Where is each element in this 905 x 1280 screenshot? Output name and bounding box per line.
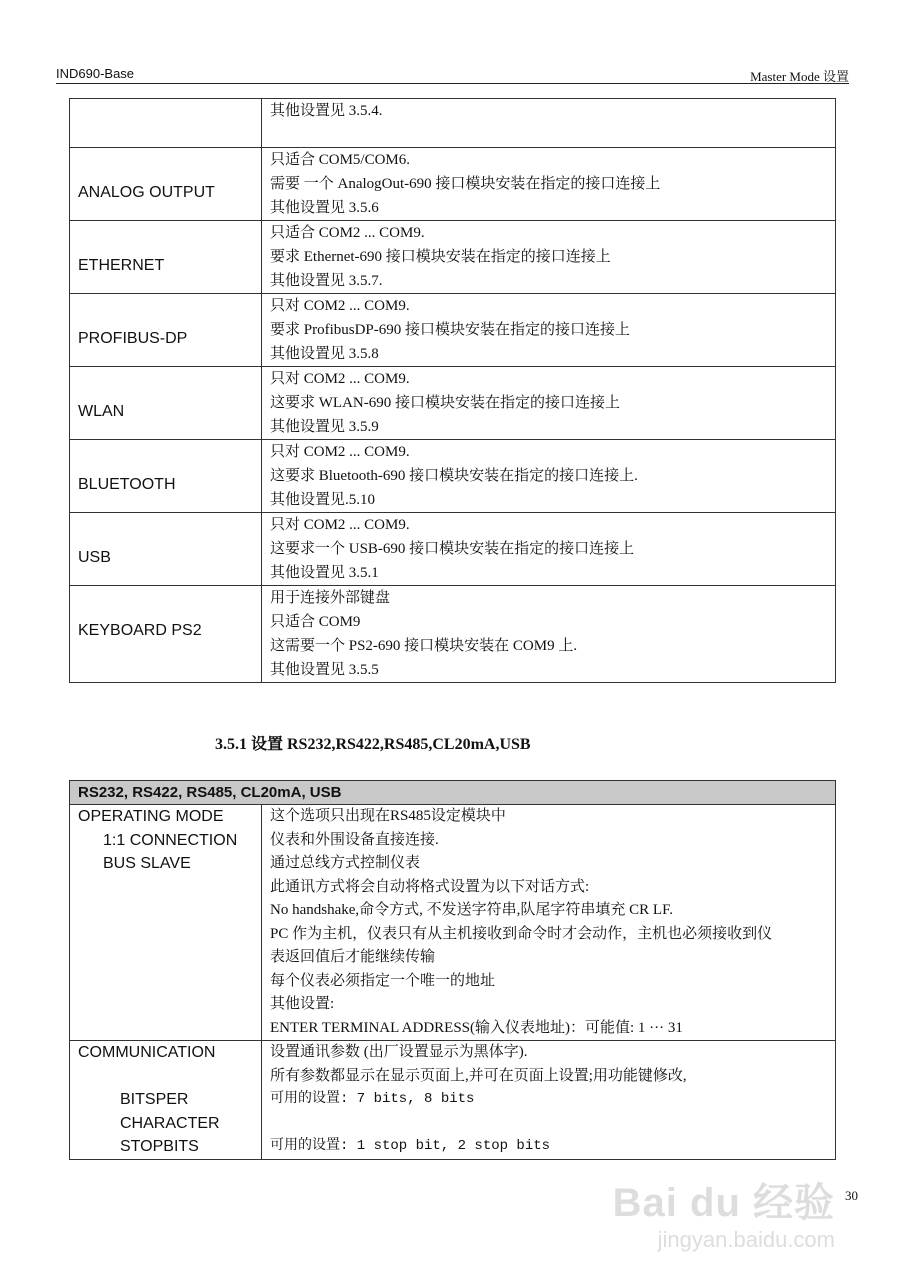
interface-name: KEYBOARD PS2: [70, 586, 262, 683]
header-left: IND690-Base: [56, 66, 135, 81]
interface-description: [262, 148, 836, 221]
desc-line: 只适合 COM9: [270, 614, 361, 630]
table-row: [70, 513, 836, 586]
interface-name: ANALOG OUTPUT: [70, 148, 262, 221]
desc-line: 仪表和外围设备直接连接.: [270, 831, 439, 848]
desc-line: ENTER TERMINAL ADDRESS(输入仪表地址)：可能值: 1 ··· 31: [270, 1019, 683, 1036]
watermark-url: jingyan.baidu.com: [657, 1227, 835, 1252]
section-title: 3.5.1 设置 RS232,RS422,RS485,CL20mA,USB: [215, 736, 531, 753]
desc-line: 设置通讯参数 (出厂设置显示为黑体字).: [270, 1044, 528, 1060]
desc-line: No handshake,命令方式, 不发送字符串,队尾字符串填充 CR LF.: [270, 902, 673, 918]
header-right: Master Mode 设置: [750, 69, 849, 84]
desc-line: 这需要一个 PS2-690 接口模块安装在 COM9 上.: [270, 638, 578, 654]
table-row: [70, 586, 836, 683]
table-header: RS232, RS422, RS485, CL20mA, USB: [70, 781, 836, 805]
desc-line: 这要求 Bluetooth-690 接口模块安装在指定的接口连接上.: [270, 468, 638, 484]
interface-description: [262, 367, 836, 440]
interface-description: [262, 99, 836, 148]
desc-line: [270, 1112, 827, 1136]
interface-name: WLAN: [70, 367, 262, 440]
operating-description: [262, 805, 836, 1041]
desc-line: 其他设置见 3.5.6: [270, 200, 379, 216]
desc-line: 其他设置见 3.5.1: [270, 565, 379, 581]
desc-line: 用于连接外部键盘: [270, 590, 391, 606]
baidu-watermark: [560, 1180, 835, 1254]
key-label: BUS SLAVE: [103, 855, 191, 872]
interface-name: ETHERNET: [70, 221, 262, 294]
interface-name: USB: [70, 513, 262, 586]
desc-line: 需要 一个 AnalogOut-690 接口模块安装在指定的接口连接上: [270, 176, 661, 192]
desc-line: 表返回值后才能继续传输: [270, 949, 436, 965]
desc-line: 可用的设置: 7 bits, 8 bits: [270, 1091, 475, 1107]
interface-name: BLUETOOTH: [70, 440, 262, 513]
desc-line: 只对 COM2 ... COM9.: [270, 371, 410, 387]
desc-line: 其他设置见 3.5.8: [270, 346, 379, 362]
key-label: 1:1 CONNECTION: [103, 831, 238, 849]
desc-line: 其他设置见 3.5.5: [270, 662, 379, 678]
interface-table: [69, 98, 836, 683]
desc-line: 只适合 COM5/COM6.: [270, 152, 411, 168]
interface-description: [262, 586, 836, 683]
table-row: [70, 294, 836, 367]
table-row: [70, 99, 836, 148]
rs-settings-table: [69, 780, 836, 1160]
desc-line: 这个选项只出现在RS485设定模块中: [270, 808, 506, 824]
desc-line: 要求 ProfibusDP-690 接口模块安装在指定的接口连接上: [270, 322, 631, 338]
key-label: COMMUNICATION: [78, 1044, 216, 1061]
desc-line: 此通讯方式将会自动将格式设置为以下对话方式:: [270, 878, 590, 895]
desc-line: PC 作为主机，仪表只有从主机接收到命令时才会动作，主机也必须接收到仪: [270, 925, 773, 942]
desc-line: 其他设置见 3.5.4.: [270, 103, 383, 119]
interface-description: [262, 294, 836, 367]
page-number: 30: [845, 1188, 858, 1203]
page-header: [56, 64, 849, 84]
interface-description: [262, 513, 836, 586]
desc-line: 其他设置:: [270, 996, 335, 1012]
desc-line: 要求 Ethernet-690 接口模块安装在指定的接口连接上: [270, 249, 611, 265]
desc-line: 只对 COM2 ... COM9.: [270, 444, 410, 460]
desc-line: 其他设置见 3.5.7.: [270, 273, 383, 289]
table-row: [70, 221, 836, 294]
desc-line: 只对 COM2 ... COM9.: [270, 517, 410, 533]
desc-line: [270, 123, 827, 147]
key-label: BITSPER: [120, 1091, 189, 1108]
table-row: [70, 148, 836, 221]
table-row: [70, 440, 836, 513]
key-label: [78, 1065, 253, 1089]
key-label: OPERATING MODE: [78, 808, 224, 825]
desc-line: 这要求 WLAN-690 接口模块安装在指定的接口连接上: [270, 395, 620, 411]
communication-description: [262, 1041, 836, 1160]
operating-keys: [70, 805, 262, 1041]
interface-description: [262, 440, 836, 513]
table-row-operating-mode: [70, 805, 836, 1041]
table-row: [70, 367, 836, 440]
key-label: STOPBITS: [120, 1138, 199, 1155]
table-row-communication: [70, 1041, 836, 1160]
key-label: CHARACTER: [120, 1114, 220, 1132]
desc-line: 所有参数都显示在显示页面上,并可在页面上设置;用功能键修改,: [270, 1067, 687, 1084]
interface-description: [262, 221, 836, 294]
desc-line: 只适合 COM2 ... COM9.: [270, 225, 425, 241]
desc-line: 只对 COM2 ... COM9.: [270, 298, 410, 314]
interface-name: [70, 99, 262, 148]
desc-line: 其他设置见 3.5.9: [270, 419, 379, 435]
desc-line: 这要求一个 USB-690 接口模块安装在指定的接口连接上: [270, 541, 635, 557]
desc-line: 可用的设置: 1 stop bit, 2 stop bits: [270, 1138, 551, 1154]
communication-keys: [70, 1041, 262, 1160]
desc-line: 其他设置见.5.10: [270, 492, 376, 508]
watermark-logo: Bai du 经验: [612, 1181, 835, 1225]
interface-name: PROFIBUS-DP: [70, 294, 262, 367]
desc-line: 每个仪表必须指定一个唯一的地址: [270, 972, 496, 989]
desc-line: 通过总线方式控制仪表: [270, 855, 421, 871]
